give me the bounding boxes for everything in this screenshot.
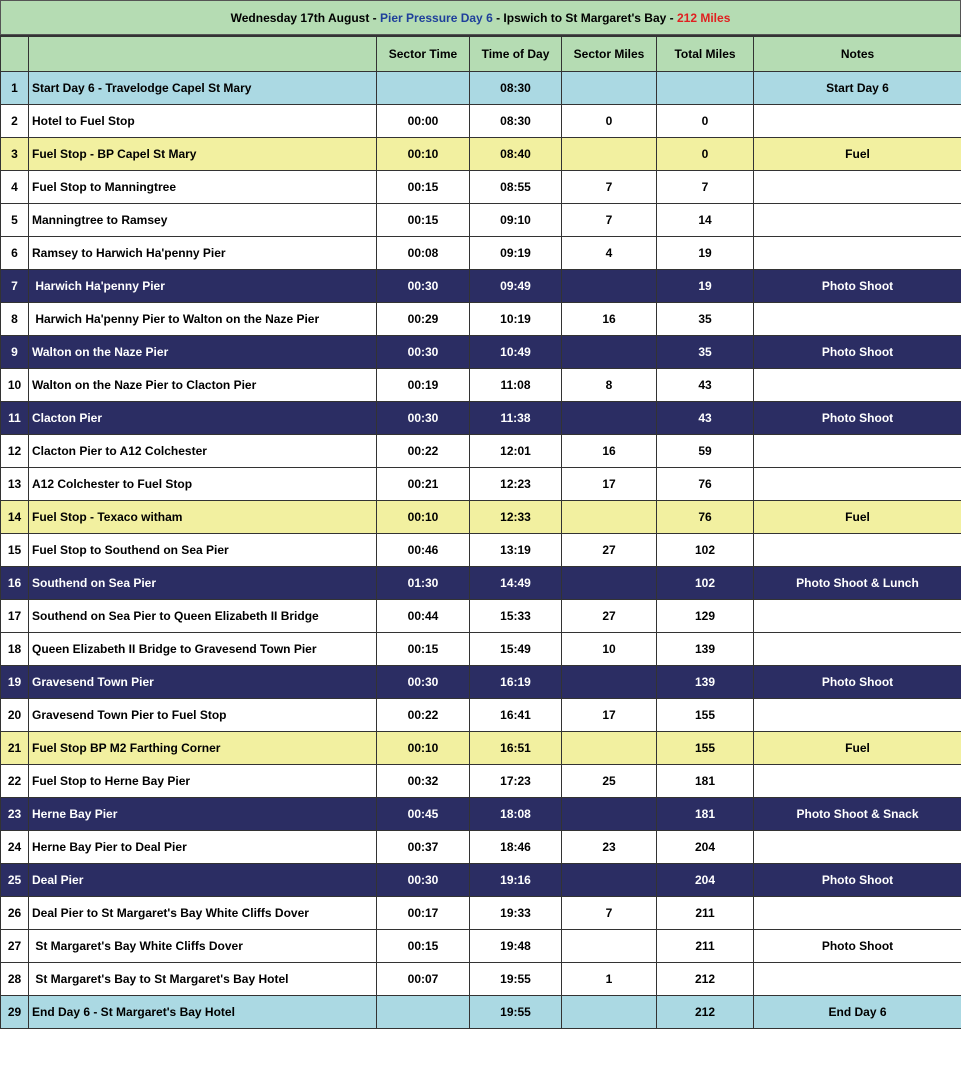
row-sector-miles (562, 929, 657, 962)
row-notes (754, 896, 961, 929)
row-number: 11 (1, 401, 29, 434)
row-notes: Photo Shoot (754, 335, 961, 368)
row-time-of-day: 13:19 (470, 533, 562, 566)
row-sector-miles (562, 995, 657, 1028)
header-description (29, 36, 377, 71)
row-description: Southend on Sea Pier (29, 566, 377, 599)
row-time-of-day: 11:38 (470, 401, 562, 434)
header-total-miles: Total Miles (657, 36, 754, 71)
table-row (1, 962, 961, 995)
row-sector-miles: 10 (562, 632, 657, 665)
row-time-of-day: 12:33 (470, 500, 562, 533)
row-description: Walton on the Naze Pier (29, 335, 377, 368)
row-total-miles: 139 (657, 632, 754, 665)
row-description: Gravesend Town Pier (29, 665, 377, 698)
row-total-miles: 76 (657, 467, 754, 500)
row-total-miles: 212 (657, 962, 754, 995)
row-total-miles: 139 (657, 665, 754, 698)
row-description: Manningtree to Ramsey (29, 203, 377, 236)
row-sector-time: 00:30 (377, 665, 470, 698)
row-total-miles: 43 (657, 368, 754, 401)
row-notes (754, 962, 961, 995)
table-row (1, 566, 961, 599)
row-description: Clacton Pier (29, 401, 377, 434)
row-sector-miles: 1 (562, 962, 657, 995)
row-total-miles: 212 (657, 995, 754, 1028)
row-sector-miles (562, 335, 657, 368)
row-sector-miles (562, 797, 657, 830)
row-total-miles: 155 (657, 698, 754, 731)
itinerary-rows (1, 71, 961, 1028)
row-notes (754, 434, 961, 467)
row-time-of-day: 16:19 (470, 665, 562, 698)
table-row (1, 698, 961, 731)
row-description: Queen Elizabeth II Bridge to Gravesend Town Pier (29, 632, 377, 665)
header-sector-miles: Sector Miles (562, 36, 657, 71)
title-separator: - (369, 10, 380, 25)
row-number: 26 (1, 896, 29, 929)
table-row (1, 71, 961, 104)
row-total-miles: 129 (657, 599, 754, 632)
title-separator: - (492, 10, 504, 25)
row-notes: End Day 6 (754, 995, 961, 1028)
table-row (1, 632, 961, 665)
row-number: 18 (1, 632, 29, 665)
row-time-of-day: 17:23 (470, 764, 562, 797)
row-notes (754, 830, 961, 863)
row-number: 3 (1, 137, 29, 170)
row-time-of-day: 10:19 (470, 302, 562, 335)
row-sector-miles: 27 (562, 533, 657, 566)
row-sector-miles (562, 731, 657, 764)
row-number: 10 (1, 368, 29, 401)
row-description: Fuel Stop to Herne Bay Pier (29, 764, 377, 797)
table-row (1, 335, 961, 368)
row-total-miles: 102 (657, 533, 754, 566)
row-time-of-day: 09:49 (470, 269, 562, 302)
row-number: 24 (1, 830, 29, 863)
row-notes (754, 170, 961, 203)
row-notes: Start Day 6 (754, 71, 961, 104)
header-num (1, 36, 29, 71)
table-row (1, 170, 961, 203)
row-sector-time: 00:10 (377, 731, 470, 764)
row-sector-time (377, 995, 470, 1028)
row-time-of-day: 12:23 (470, 467, 562, 500)
table-row (1, 665, 961, 698)
row-total-miles: 76 (657, 500, 754, 533)
row-sector-time: 00:22 (377, 434, 470, 467)
row-sector-time: 00:21 (377, 467, 470, 500)
row-number: 17 (1, 599, 29, 632)
row-description: Harwich Ha'penny Pier to Walton on the Naze Pier (29, 302, 377, 335)
table-row (1, 731, 961, 764)
row-sector-time: 00:15 (377, 203, 470, 236)
row-time-of-day: 19:16 (470, 863, 562, 896)
row-time-of-day: 09:10 (470, 203, 562, 236)
row-time-of-day: 19:55 (470, 962, 562, 995)
header-sector-time: Sector Time (377, 36, 470, 71)
row-number: 15 (1, 533, 29, 566)
row-time-of-day: 14:49 (470, 566, 562, 599)
row-sector-miles: 4 (562, 236, 657, 269)
table-row (1, 104, 961, 137)
row-sector-time: 00:10 (377, 500, 470, 533)
row-sector-miles: 16 (562, 302, 657, 335)
row-notes (754, 698, 961, 731)
row-description: Fuel Stop to Manningtree (29, 170, 377, 203)
row-sector-time: 00:19 (377, 368, 470, 401)
row-description: Gravesend Town Pier to Fuel Stop (29, 698, 377, 731)
row-sector-miles: 8 (562, 368, 657, 401)
row-time-of-day: 11:08 (470, 368, 562, 401)
table-row (1, 401, 961, 434)
row-total-miles: 59 (657, 434, 754, 467)
table-row (1, 467, 961, 500)
row-sector-time: 00:30 (377, 863, 470, 896)
row-sector-miles (562, 500, 657, 533)
row-description: Ramsey to Harwich Ha'penny Pier (29, 236, 377, 269)
row-sector-miles (562, 863, 657, 896)
row-description: Herne Bay Pier to Deal Pier (29, 830, 377, 863)
row-total-miles: 19 (657, 269, 754, 302)
row-sector-time: 00:15 (377, 929, 470, 962)
row-number: 16 (1, 566, 29, 599)
row-time-of-day: 08:40 (470, 137, 562, 170)
row-total-miles: 181 (657, 797, 754, 830)
row-sector-miles (562, 269, 657, 302)
row-description: End Day 6 - St Margaret's Bay Hotel (29, 995, 377, 1028)
row-sector-time: 00:46 (377, 533, 470, 566)
table-row (1, 764, 961, 797)
row-total-miles: 7 (657, 170, 754, 203)
row-number: 19 (1, 665, 29, 698)
row-total-miles: 0 (657, 137, 754, 170)
row-total-miles: 19 (657, 236, 754, 269)
row-description: A12 Colchester to Fuel Stop (29, 467, 377, 500)
row-number: 5 (1, 203, 29, 236)
row-description: Harwich Ha'penny Pier (29, 269, 377, 302)
row-number: 27 (1, 929, 29, 962)
row-sector-miles: 0 (562, 104, 657, 137)
itinerary-table (0, 35, 961, 1029)
title-miles: 212 Miles (677, 10, 731, 25)
row-sector-time: 00:30 (377, 269, 470, 302)
row-number: 9 (1, 335, 29, 368)
row-sector-time: 00:10 (377, 137, 470, 170)
title-date: Wednesday 17th August (230, 10, 370, 25)
row-total-miles: 204 (657, 830, 754, 863)
row-sector-miles (562, 137, 657, 170)
row-sector-time: 00:15 (377, 632, 470, 665)
row-time-of-day: 10:49 (470, 335, 562, 368)
row-notes: Photo Shoot & Snack (754, 797, 961, 830)
row-sector-time: 01:30 (377, 566, 470, 599)
table-row (1, 599, 961, 632)
row-sector-miles: 16 (562, 434, 657, 467)
row-total-miles: 14 (657, 203, 754, 236)
row-description: Clacton Pier to A12 Colchester (29, 434, 377, 467)
table-row (1, 269, 961, 302)
row-notes: Fuel (754, 137, 961, 170)
row-time-of-day: 15:49 (470, 632, 562, 665)
row-time-of-day: 18:08 (470, 797, 562, 830)
row-number: 8 (1, 302, 29, 335)
row-total-miles: 204 (657, 863, 754, 896)
row-description: Southend on Sea Pier to Queen Elizabeth II Bridge (29, 599, 377, 632)
row-total-miles: 155 (657, 731, 754, 764)
row-time-of-day: 08:55 (470, 170, 562, 203)
row-description: Fuel Stop - Texaco witham (29, 500, 377, 533)
row-sector-miles (562, 71, 657, 104)
table-row (1, 368, 961, 401)
row-time-of-day: 08:30 (470, 71, 562, 104)
row-description: Herne Bay Pier (29, 797, 377, 830)
row-sector-time: 00:45 (377, 797, 470, 830)
row-sector-time: 00:22 (377, 698, 470, 731)
title-bar (0, 0, 961, 35)
row-number: 14 (1, 500, 29, 533)
row-description: Fuel Stop to Southend on Sea Pier (29, 533, 377, 566)
row-notes (754, 632, 961, 665)
header-time-of-day: Time of Day (470, 36, 562, 71)
table-row (1, 995, 961, 1028)
header-row (1, 36, 961, 71)
row-sector-miles: 23 (562, 830, 657, 863)
row-sector-time: 00:07 (377, 962, 470, 995)
row-time-of-day: 12:01 (470, 434, 562, 467)
title-route: Ipswich to St Margaret's Bay (503, 10, 667, 25)
row-description: Walton on the Naze Pier to Clacton Pier (29, 368, 377, 401)
row-notes (754, 302, 961, 335)
table-row (1, 533, 961, 566)
row-sector-miles: 7 (562, 170, 657, 203)
row-notes (754, 203, 961, 236)
row-sector-miles (562, 566, 657, 599)
title-separator: - (666, 10, 677, 25)
row-notes: Photo Shoot (754, 929, 961, 962)
row-notes: Photo Shoot & Lunch (754, 566, 961, 599)
table-row (1, 830, 961, 863)
row-number: 28 (1, 962, 29, 995)
row-notes: Fuel (754, 500, 961, 533)
row-total-miles: 181 (657, 764, 754, 797)
row-notes: Photo Shoot (754, 269, 961, 302)
row-total-miles: 35 (657, 302, 754, 335)
row-sector-miles: 17 (562, 698, 657, 731)
row-sector-time: 00:00 (377, 104, 470, 137)
row-sector-time: 00:32 (377, 764, 470, 797)
row-notes (754, 599, 961, 632)
table-row (1, 929, 961, 962)
table-row (1, 203, 961, 236)
row-number: 4 (1, 170, 29, 203)
table-row (1, 137, 961, 170)
row-number: 21 (1, 731, 29, 764)
row-number: 20 (1, 698, 29, 731)
row-sector-miles (562, 665, 657, 698)
row-time-of-day: 19:48 (470, 929, 562, 962)
row-description: Fuel Stop BP M2 Farthing Corner (29, 731, 377, 764)
table-row (1, 434, 961, 467)
row-description: Fuel Stop - BP Capel St Mary (29, 137, 377, 170)
row-sector-miles: 7 (562, 203, 657, 236)
row-notes: Photo Shoot (754, 863, 961, 896)
row-description: Deal Pier (29, 863, 377, 896)
row-notes (754, 764, 961, 797)
row-notes (754, 236, 961, 269)
row-sector-time: 00:30 (377, 335, 470, 368)
row-number: 6 (1, 236, 29, 269)
row-total-miles: 211 (657, 896, 754, 929)
row-time-of-day: 18:46 (470, 830, 562, 863)
row-description: Deal Pier to St Margaret's Bay White Cliffs Dover (29, 896, 377, 929)
row-sector-time (377, 71, 470, 104)
row-sector-miles: 27 (562, 599, 657, 632)
row-number: 25 (1, 863, 29, 896)
row-total-miles: 102 (657, 566, 754, 599)
row-sector-time: 00:44 (377, 599, 470, 632)
row-notes (754, 533, 961, 566)
row-sector-miles: 7 (562, 896, 657, 929)
row-number: 7 (1, 269, 29, 302)
table-row (1, 236, 961, 269)
table-row (1, 896, 961, 929)
row-time-of-day: 15:33 (470, 599, 562, 632)
row-notes: Fuel (754, 731, 961, 764)
row-description: St Margaret's Bay White Cliffs Dover (29, 929, 377, 962)
row-description: Start Day 6 - Travelodge Capel St Mary (29, 71, 377, 104)
row-notes (754, 104, 961, 137)
table-row (1, 500, 961, 533)
row-time-of-day: 16:51 (470, 731, 562, 764)
row-total-miles: 43 (657, 401, 754, 434)
row-number: 12 (1, 434, 29, 467)
row-sector-time: 00:29 (377, 302, 470, 335)
row-number: 2 (1, 104, 29, 137)
table-row (1, 863, 961, 896)
row-number: 13 (1, 467, 29, 500)
row-time-of-day: 08:30 (470, 104, 562, 137)
row-number: 23 (1, 797, 29, 830)
header-notes: Notes (754, 36, 961, 71)
table-row (1, 302, 961, 335)
row-time-of-day: 16:41 (470, 698, 562, 731)
row-total-miles (657, 71, 754, 104)
row-notes (754, 467, 961, 500)
row-number: 22 (1, 764, 29, 797)
row-time-of-day: 19:33 (470, 896, 562, 929)
row-time-of-day: 19:55 (470, 995, 562, 1028)
row-description: Hotel to Fuel Stop (29, 104, 377, 137)
row-time-of-day: 09:19 (470, 236, 562, 269)
row-sector-time: 00:17 (377, 896, 470, 929)
row-sector-miles: 25 (562, 764, 657, 797)
row-total-miles: 0 (657, 104, 754, 137)
row-sector-time: 00:15 (377, 170, 470, 203)
table-row (1, 797, 961, 830)
row-total-miles: 211 (657, 929, 754, 962)
row-notes: Photo Shoot (754, 665, 961, 698)
title-event: Pier Pressure Day 6 (380, 10, 493, 25)
row-sector-time: 00:37 (377, 830, 470, 863)
row-number: 1 (1, 71, 29, 104)
row-sector-miles (562, 401, 657, 434)
row-sector-time: 00:08 (377, 236, 470, 269)
row-total-miles: 35 (657, 335, 754, 368)
row-description: St Margaret's Bay to St Margaret's Bay Hotel (29, 962, 377, 995)
row-number: 29 (1, 995, 29, 1028)
row-sector-miles: 17 (562, 467, 657, 500)
row-sector-time: 00:30 (377, 401, 470, 434)
row-notes: Photo Shoot (754, 401, 961, 434)
row-notes (754, 368, 961, 401)
